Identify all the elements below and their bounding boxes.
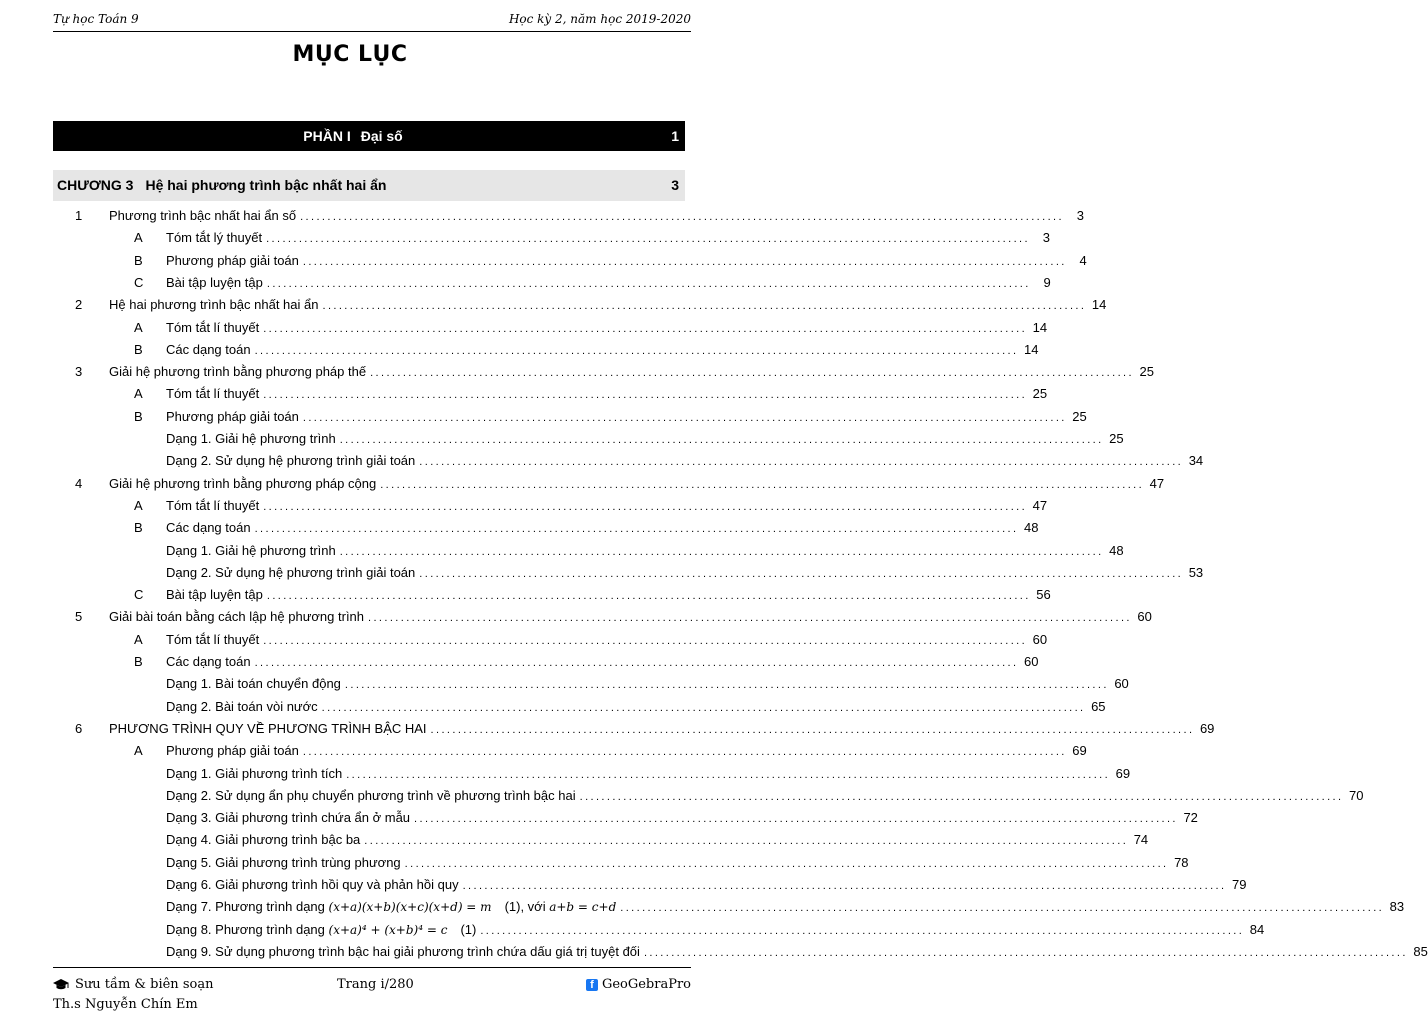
toc-entry[interactable] (0, 587, 1051, 605)
toc-entry-number: A (134, 497, 143, 513)
toc-leader-dots: ............................................................................................................................................ (263, 634, 1028, 647)
toc-leader-dots: ............................................................................................................................................ (254, 344, 1019, 357)
toc-leader-dots: ............................................................................................................................................ (344, 679, 1109, 692)
toc-entry-title: Dạng 2. Sử dụng ẩn phụ chuyển phương trình về phương trình bậc hai (166, 787, 576, 803)
toc-entry[interactable] (0, 364, 1154, 382)
toc-entry-formula: a+b = c+d (549, 900, 617, 915)
toc-entry-page: 25 (1032, 386, 1048, 402)
toc-leader-dots: ............................................................................................................................................ (263, 389, 1028, 402)
footer-rule (53, 967, 691, 968)
toc-entry-page: 56 (1036, 587, 1051, 603)
toc-entry-number: 3 (75, 364, 83, 380)
toc-entry-title: Phương pháp giải toán (166, 743, 299, 759)
toc-entry-title: Dạng 2. Sử dụng hệ phương trình giải toán (166, 564, 416, 580)
toc-entry-page: 69 (1115, 765, 1131, 781)
toc-entry-title: Dạng 2. Bài toán vòi nước (166, 698, 318, 714)
toc-entry-page: 3 (1042, 230, 1050, 246)
toc-entry-number: B (134, 408, 143, 424)
toc-leader-dots: ............................................................................................................................................ (254, 523, 1019, 536)
toc-leader-dots: ............................................................................................................................................ (480, 924, 1245, 937)
chapter-name: Hệ hai phương trình bậc nhất hai ẩn (145, 177, 387, 193)
toc-entry-title: Dạng 5. Giải phương trình trùng phương (166, 854, 401, 870)
toc-entry[interactable] (0, 497, 1048, 516)
toc-entry-title: Bài tập luyện tập (166, 587, 263, 603)
toc-entry[interactable] (0, 743, 1087, 761)
toc-leader-dots: ............................................................................................................................................ (266, 233, 1030, 246)
toc-entry[interactable] (0, 720, 1215, 739)
toc-entry-number: C (134, 274, 144, 290)
toc-entry-page: 69 (1072, 743, 1087, 759)
toc-entry-number: B (134, 520, 143, 536)
toc-entry[interactable] (0, 765, 1131, 784)
chapter-label: CHƯƠNG 3 (57, 177, 134, 193)
toc-entry-page: 60 (1114, 676, 1129, 692)
toc-entry-page: 3 (1076, 208, 1084, 223)
toc-entry-title: Các dạng toán (166, 341, 251, 357)
toc-leader-dots: ............................................................................................................................................ (419, 456, 1184, 469)
toc-entry-title: PHƯƠNG TRÌNH QUY VỀ PHƯƠNG TRÌNH BẬC HAI (109, 720, 427, 736)
toc-entry[interactable] (0, 877, 1247, 895)
toc-entry-number: 6 (75, 720, 83, 736)
toc-entry-title: Giải hệ phương trình bằng phương pháp thế (109, 364, 367, 380)
footer-credit (53, 977, 213, 992)
toc-entry-page: 14 (1023, 341, 1039, 357)
toc-leader-dots: ............................................................................................................................................ (302, 746, 1067, 759)
toc-entry-number: A (134, 743, 143, 759)
toc-leader-dots: ............................................................................................................................................ (579, 790, 1344, 803)
toc-entry[interactable] (0, 564, 1204, 583)
toc-entry-title: Giải bài toán bằng cách lập hệ phương trình (109, 609, 365, 625)
toc-entry[interactable] (0, 899, 1405, 917)
toc-entry[interactable] (0, 230, 1050, 248)
toc-entry[interactable] (0, 297, 1107, 315)
toc-entry[interactable] (0, 832, 1149, 850)
toc-entry-number: B (134, 654, 143, 669)
toc-leader-dots: ............................................................................................................................................ (419, 567, 1184, 580)
toc-entry[interactable] (0, 654, 1039, 672)
toc-leader-dots: ............................................................................................................................................ (643, 946, 1408, 959)
toc-leader-dots: ............................................................................................................................................ (321, 701, 1086, 714)
toc-entry-title: Dạng 8. Phương trình dạng (x+a)⁴ + (x+b)⁴ = c (1) (166, 921, 477, 937)
toc-leader-dots: ............................................................................................................................................ (462, 880, 1227, 892)
toc-entry-title: Tóm tắt lí thuyết (166, 497, 260, 513)
part-label: PHẦN I (303, 128, 351, 144)
toc-leader-dots: ............................................................................................................................................ (368, 612, 1132, 625)
toc-leader-dots: ............................................................................................................................................ (302, 411, 1067, 424)
toc-entry-page: 65 (1091, 698, 1106, 714)
toc-entry[interactable] (0, 386, 1048, 404)
toc-leader-dots: ............................................................................................................................................ (404, 857, 1169, 870)
toc-leader-dots: ............................................................................................................................................ (322, 300, 1087, 313)
toc-entry-title: Tóm tắt lí thuyết (166, 631, 260, 647)
toc-entry[interactable] (0, 609, 1152, 627)
page-title: MỤC LỤC (292, 42, 408, 67)
toc-entry-page: 60 (1023, 654, 1039, 669)
toc-leader-dots: ............................................................................................................................................ (380, 478, 1145, 491)
toc-entry[interactable] (0, 208, 1084, 226)
toc-entry-number: A (134, 386, 143, 402)
toc-entry-number: 2 (75, 297, 83, 313)
toc-entry[interactable] (0, 341, 1039, 360)
toc-entry-number: B (134, 252, 143, 268)
toc-entry-formula: (x+a)⁴ + (x+b)⁴ = c (328, 922, 448, 937)
toc-leader-dots: ............................................................................................................................................ (254, 657, 1019, 669)
toc-entry-page: 60 (1137, 609, 1152, 625)
toc-entry-title: Dạng 4. Giải phương trình bậc ba (166, 832, 361, 848)
toc-leader-dots: ............................................................................................................................................ (414, 813, 1178, 826)
toc-leader-dots: ............................................................................................................................................ (364, 835, 1129, 848)
toc-entry-page: 14 (1091, 297, 1107, 313)
toc-entry-title: Dạng 1. Giải phương trình tích (166, 765, 343, 781)
footer-author: Th.s Nguyễn Chín Em (53, 997, 198, 1012)
running-header-right: Học kỳ 2, năm học 2019-2020 (508, 12, 691, 26)
toc-entry-page: 34 (1188, 453, 1204, 469)
toc-entry-title: Bài tập luyện tập (166, 274, 263, 290)
toc-entry-title: Các dạng toán (166, 654, 251, 669)
toc-entry-page: 25 (1139, 364, 1154, 380)
toc-leader-dots: ............................................................................................................................................ (370, 367, 1134, 380)
graduation-cap-icon (53, 979, 69, 991)
part-name: Đại số (360, 128, 403, 144)
page-number: Trang i/280 (337, 977, 414, 992)
toc-entry-page: 60 (1032, 631, 1048, 647)
toc-entry-page: 48 (1109, 542, 1124, 558)
toc-entry-title: Các dạng toán (166, 520, 251, 536)
toc-entry-title: Dạng 6. Giải phương trình hồi quy và phản hồi quy (166, 877, 459, 892)
toc-entry-number: A (134, 230, 143, 246)
toc-entry-page: 47 (1032, 497, 1048, 513)
chapter-page: 3 (671, 177, 679, 193)
toc-entry-page: 84 (1249, 921, 1265, 937)
toc-entry-title: Dạng 9. Sử dụng phương trình bậc hai giải phương trình chứa dấu giá trị tuyệt đối (166, 943, 640, 959)
toc-leader-dots: ............................................................................................................................................ (339, 434, 1104, 446)
footer-brand[interactable] (586, 977, 691, 992)
toc-entry-formula: (x+a)(x+b)(x+c)(x+d) = m (328, 900, 492, 915)
toc-entry-title: Hệ hai phương trình bậc nhất hai ẩn (109, 297, 319, 313)
toc-entry-page: 9 (1043, 274, 1051, 290)
toc-entry[interactable] (0, 921, 1265, 940)
toc-entry[interactable] (0, 520, 1039, 538)
toc-entry-page: 70 (1349, 787, 1364, 803)
toc-entry-page: 69 (1199, 720, 1215, 736)
toc-entry[interactable] (0, 475, 1165, 494)
toc-entry-number: B (134, 341, 143, 357)
toc-entry-page: 48 (1023, 520, 1039, 536)
toc-entry-number: 5 (75, 609, 83, 625)
toc-entry[interactable] (0, 319, 1048, 338)
toc-leader-dots: ............................................................................................................................................ (620, 902, 1385, 915)
toc-leader-dots: ............................................................................................................................................ (302, 255, 1067, 268)
toc-entry-title: Phương trình bậc nhất hai ẩn số (109, 208, 297, 223)
toc-entry-page: 25 (1072, 408, 1087, 424)
toc-leader-dots: ............................................................................................................................................ (430, 723, 1195, 736)
toc-entry-page: 83 (1389, 899, 1405, 915)
toc-entry-title: Tóm tắt lí thuyết (166, 319, 260, 335)
toc-entry-page: 47 (1149, 475, 1165, 491)
toc-entry[interactable] (0, 431, 1124, 449)
toc-entry[interactable] (0, 453, 1204, 471)
toc-entry-page: 74 (1133, 832, 1149, 848)
part-page: 1 (671, 128, 679, 144)
toc-entry-page: 4 (1079, 252, 1087, 268)
toc-entry-number: C (134, 587, 144, 603)
toc-entry[interactable] (0, 943, 1428, 962)
footer-credit-text: Sưu tầm & biên soạn (75, 977, 214, 992)
toc-leader-dots: ............................................................................................................................................ (300, 211, 1064, 223)
toc-entry[interactable] (0, 698, 1106, 717)
toc-entry[interactable] (0, 787, 1364, 806)
toc-entry-number: 4 (75, 475, 83, 491)
toc-entry[interactable] (0, 631, 1048, 650)
toc-entry[interactable] (0, 676, 1129, 694)
toc-entry-title: Dạng 1. Giải hệ phương trình (166, 542, 336, 558)
toc-entry-title: Phương pháp giải toán (166, 408, 299, 424)
toc-entry-title: Tóm tắt lý thuyết (166, 230, 263, 246)
toc-entry-title: Dạng 2. Sử dụng hệ phương trình giải toán (166, 453, 416, 469)
running-header-left: Tự học Toán 9 (53, 12, 139, 26)
toc-entry-page: 72 (1183, 810, 1198, 826)
toc-entry-page: 79 (1232, 877, 1247, 892)
toc-entry-title: Dạng 3. Giải phương trình chứa ẩn ở mẫu (166, 810, 411, 826)
toc-entry-title: Dạng 7. Phương trình dạng (x+a)(x+b)(x+c)(x+d) = m (1), với a+b = c+d (166, 899, 617, 915)
toc-entry-page: 25 (1109, 431, 1124, 446)
toc-entry-title: Tóm tắt lí thuyết (166, 386, 260, 402)
toc-entry[interactable] (0, 810, 1198, 828)
toc-leader-dots: ............................................................................................................................................ (263, 500, 1028, 513)
toc-entry-title: Dạng 1. Bài toán chuyển động (166, 676, 341, 692)
toc-entry[interactable] (0, 408, 1087, 427)
toc-entry-title: Phương pháp giải toán (166, 252, 299, 268)
toc-entry-page: 85 (1413, 943, 1428, 959)
toc-leader-dots: ............................................................................................................................................ (266, 590, 1031, 603)
toc-entry[interactable] (0, 542, 1124, 561)
toc-leader-dots: ............................................................................................................................................ (263, 322, 1028, 335)
toc-entry-title: Dạng 1. Giải hệ phương trình (166, 431, 336, 446)
toc-entry-title: Giải hệ phương trình bằng phương pháp cộng (109, 475, 377, 491)
toc-leader-dots: ............................................................................................................................................ (266, 277, 1031, 290)
toc-leader-dots: ............................................................................................................................................ (339, 545, 1104, 558)
toc-entry-page: 53 (1188, 564, 1204, 580)
toc-entry-number: 1 (75, 208, 83, 223)
toc-entry-number: A (134, 319, 143, 335)
footer-brand-text: GeoGebraPro (601, 977, 691, 992)
toc-entry[interactable] (0, 274, 1051, 293)
toc-leader-dots: ............................................................................................................................................ (346, 768, 1111, 781)
toc-entry[interactable] (0, 854, 1189, 873)
toc-entry-number: A (134, 631, 143, 647)
toc-entry-page: 14 (1032, 319, 1048, 335)
toc-entry-page: 78 (1174, 854, 1189, 870)
toc-entry[interactable] (0, 252, 1087, 271)
facebook-icon: f (586, 979, 598, 991)
